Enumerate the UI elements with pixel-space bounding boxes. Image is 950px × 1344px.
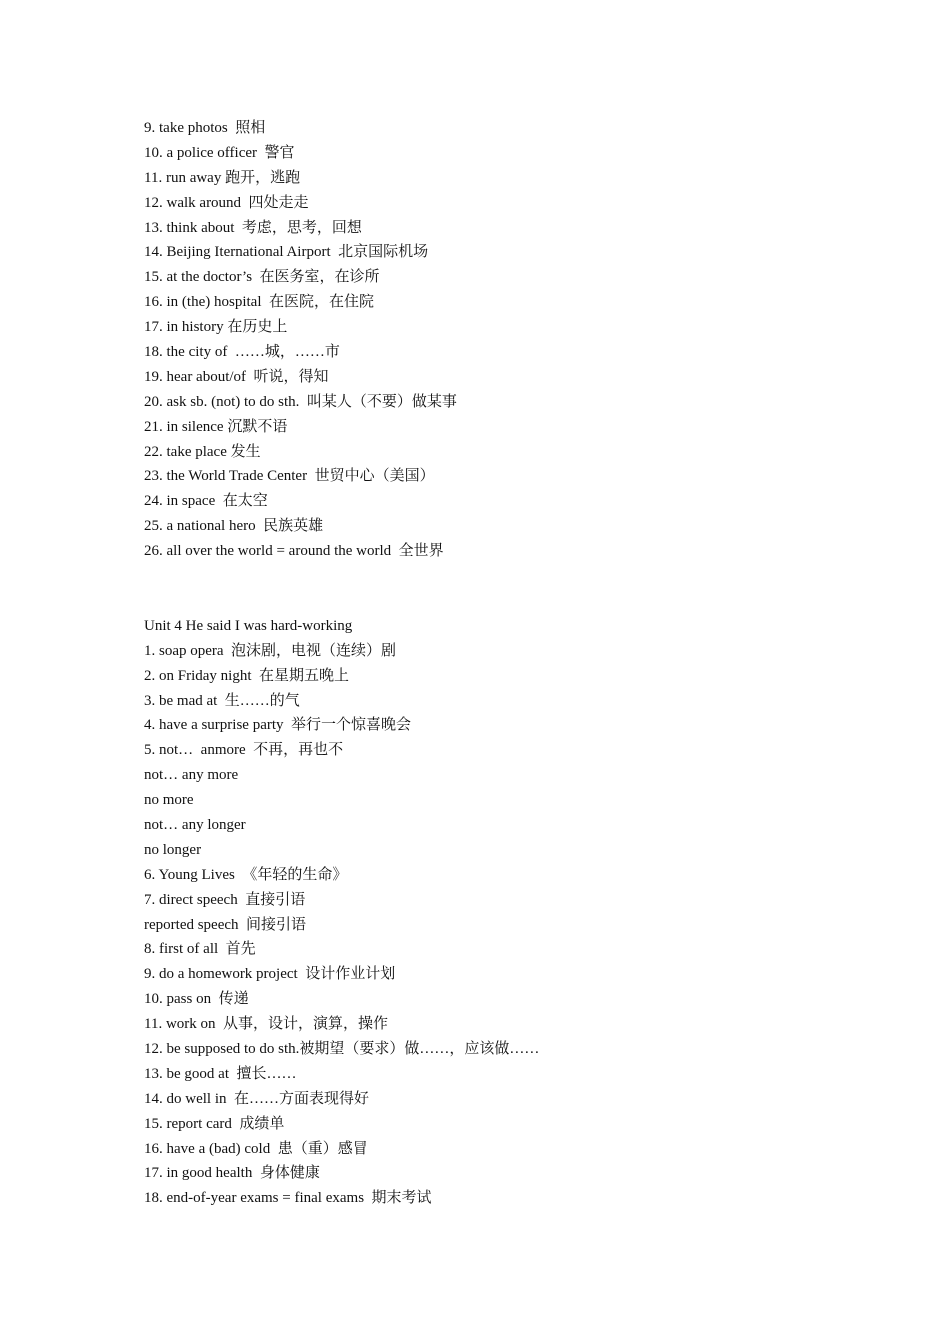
phrase-line: 9. take photos 照相 <box>144 120 266 136</box>
phrase-line: 8. first of all 首先 <box>144 941 256 958</box>
phrase-line: 14. do well in 在……方面表现得好 <box>144 1090 369 1107</box>
phrase-line: 18. the city of ……城，……市 <box>144 344 340 361</box>
phrase-line: 20. ask sb. (not) to do sth. 叫某人（不要）做某事 <box>144 393 457 410</box>
phrase-line: 10. a police officer 警官 <box>144 144 295 161</box>
phrase-line: 22. take place 发生 <box>144 443 261 460</box>
document-page <box>144 116 904 1211</box>
phrase-line: 24. in space 在太空 <box>144 493 268 510</box>
phrase-line: 5. not… anmore 不再，再也不 <box>144 742 344 759</box>
phrase-line: 9. do a homework project 设计作业计划 <box>144 966 396 983</box>
phrase-line: 10. pass on 传递 <box>144 991 249 1008</box>
phrase-line: not… any longer <box>144 816 246 833</box>
phrase-list-section-2 <box>144 614 904 1211</box>
phrase-line: 4. have a surprise party 举行一个惊喜晚会 <box>144 717 412 734</box>
phrase-line: 14. Beijing Iternational Airport 北京国际机场 <box>144 244 429 261</box>
phrase-line: 1. soap opera 泡沫剧，电视（连续）剧 <box>144 642 397 659</box>
unit-heading: Unit 4 He said I was hard-working <box>144 617 353 634</box>
phrase-line: 26. all over the world = around the world 全世界 <box>144 543 444 560</box>
phrase-line: 18. end-of-year exams = final exams 期末考试 <box>144 1190 432 1207</box>
phrase-line: no longer <box>144 841 202 858</box>
phrase-line: not… any more <box>144 767 239 784</box>
section-spacer <box>144 564 904 614</box>
phrase-line: 13. be good at 擅长…… <box>144 1065 297 1082</box>
phrase-list-section-1 <box>144 116 904 564</box>
phrase-line: 12. walk around 四处走走 <box>144 194 309 211</box>
phrase-line: 15. at the doctor’s 在医务室，在诊所 <box>144 269 380 286</box>
phrase-line: 16. have a (bad) cold 患（重）感冒 <box>144 1140 368 1157</box>
phrase-line: 3. be mad at 生……的气 <box>144 692 300 709</box>
phrase-line: 11. run away 跑开，逃跑 <box>144 169 301 186</box>
phrase-line: 21. in silence 沉默不语 <box>144 418 288 435</box>
phrase-line: 19. hear about/of 听说，得知 <box>144 368 329 385</box>
phrase-line: 7. direct speech 直接引语 <box>144 891 306 908</box>
phrase-line: 11. work on 从事，设计，演算，操作 <box>144 1016 389 1033</box>
phrase-line: 23. the World Trade Center 世贸中心（美国） <box>144 468 435 485</box>
phrase-line: reported speech 间接引语 <box>144 916 307 933</box>
phrase-line: 16. in (the) hospital 在医院，在住院 <box>144 294 374 311</box>
phrase-line: 17. in good health 身体健康 <box>144 1165 320 1182</box>
phrase-line: 6. Young Lives 《年轻的生命》 <box>144 866 348 883</box>
phrase-line: 25. a national hero 民族英雄 <box>144 518 324 535</box>
phrase-line: 12. be supposed to do sth.被期望（要求）做……，应该做…… <box>144 1040 540 1057</box>
phrase-line: 2. on Friday night 在星期五晚上 <box>144 667 349 684</box>
phrase-line: no more <box>144 792 194 809</box>
phrase-line: 13. think about 考虑，思考，回想 <box>144 219 362 236</box>
phrase-line: 15. report card 成绩单 <box>144 1115 285 1132</box>
phrase-line: 17. in history 在历史上 <box>144 319 288 336</box>
